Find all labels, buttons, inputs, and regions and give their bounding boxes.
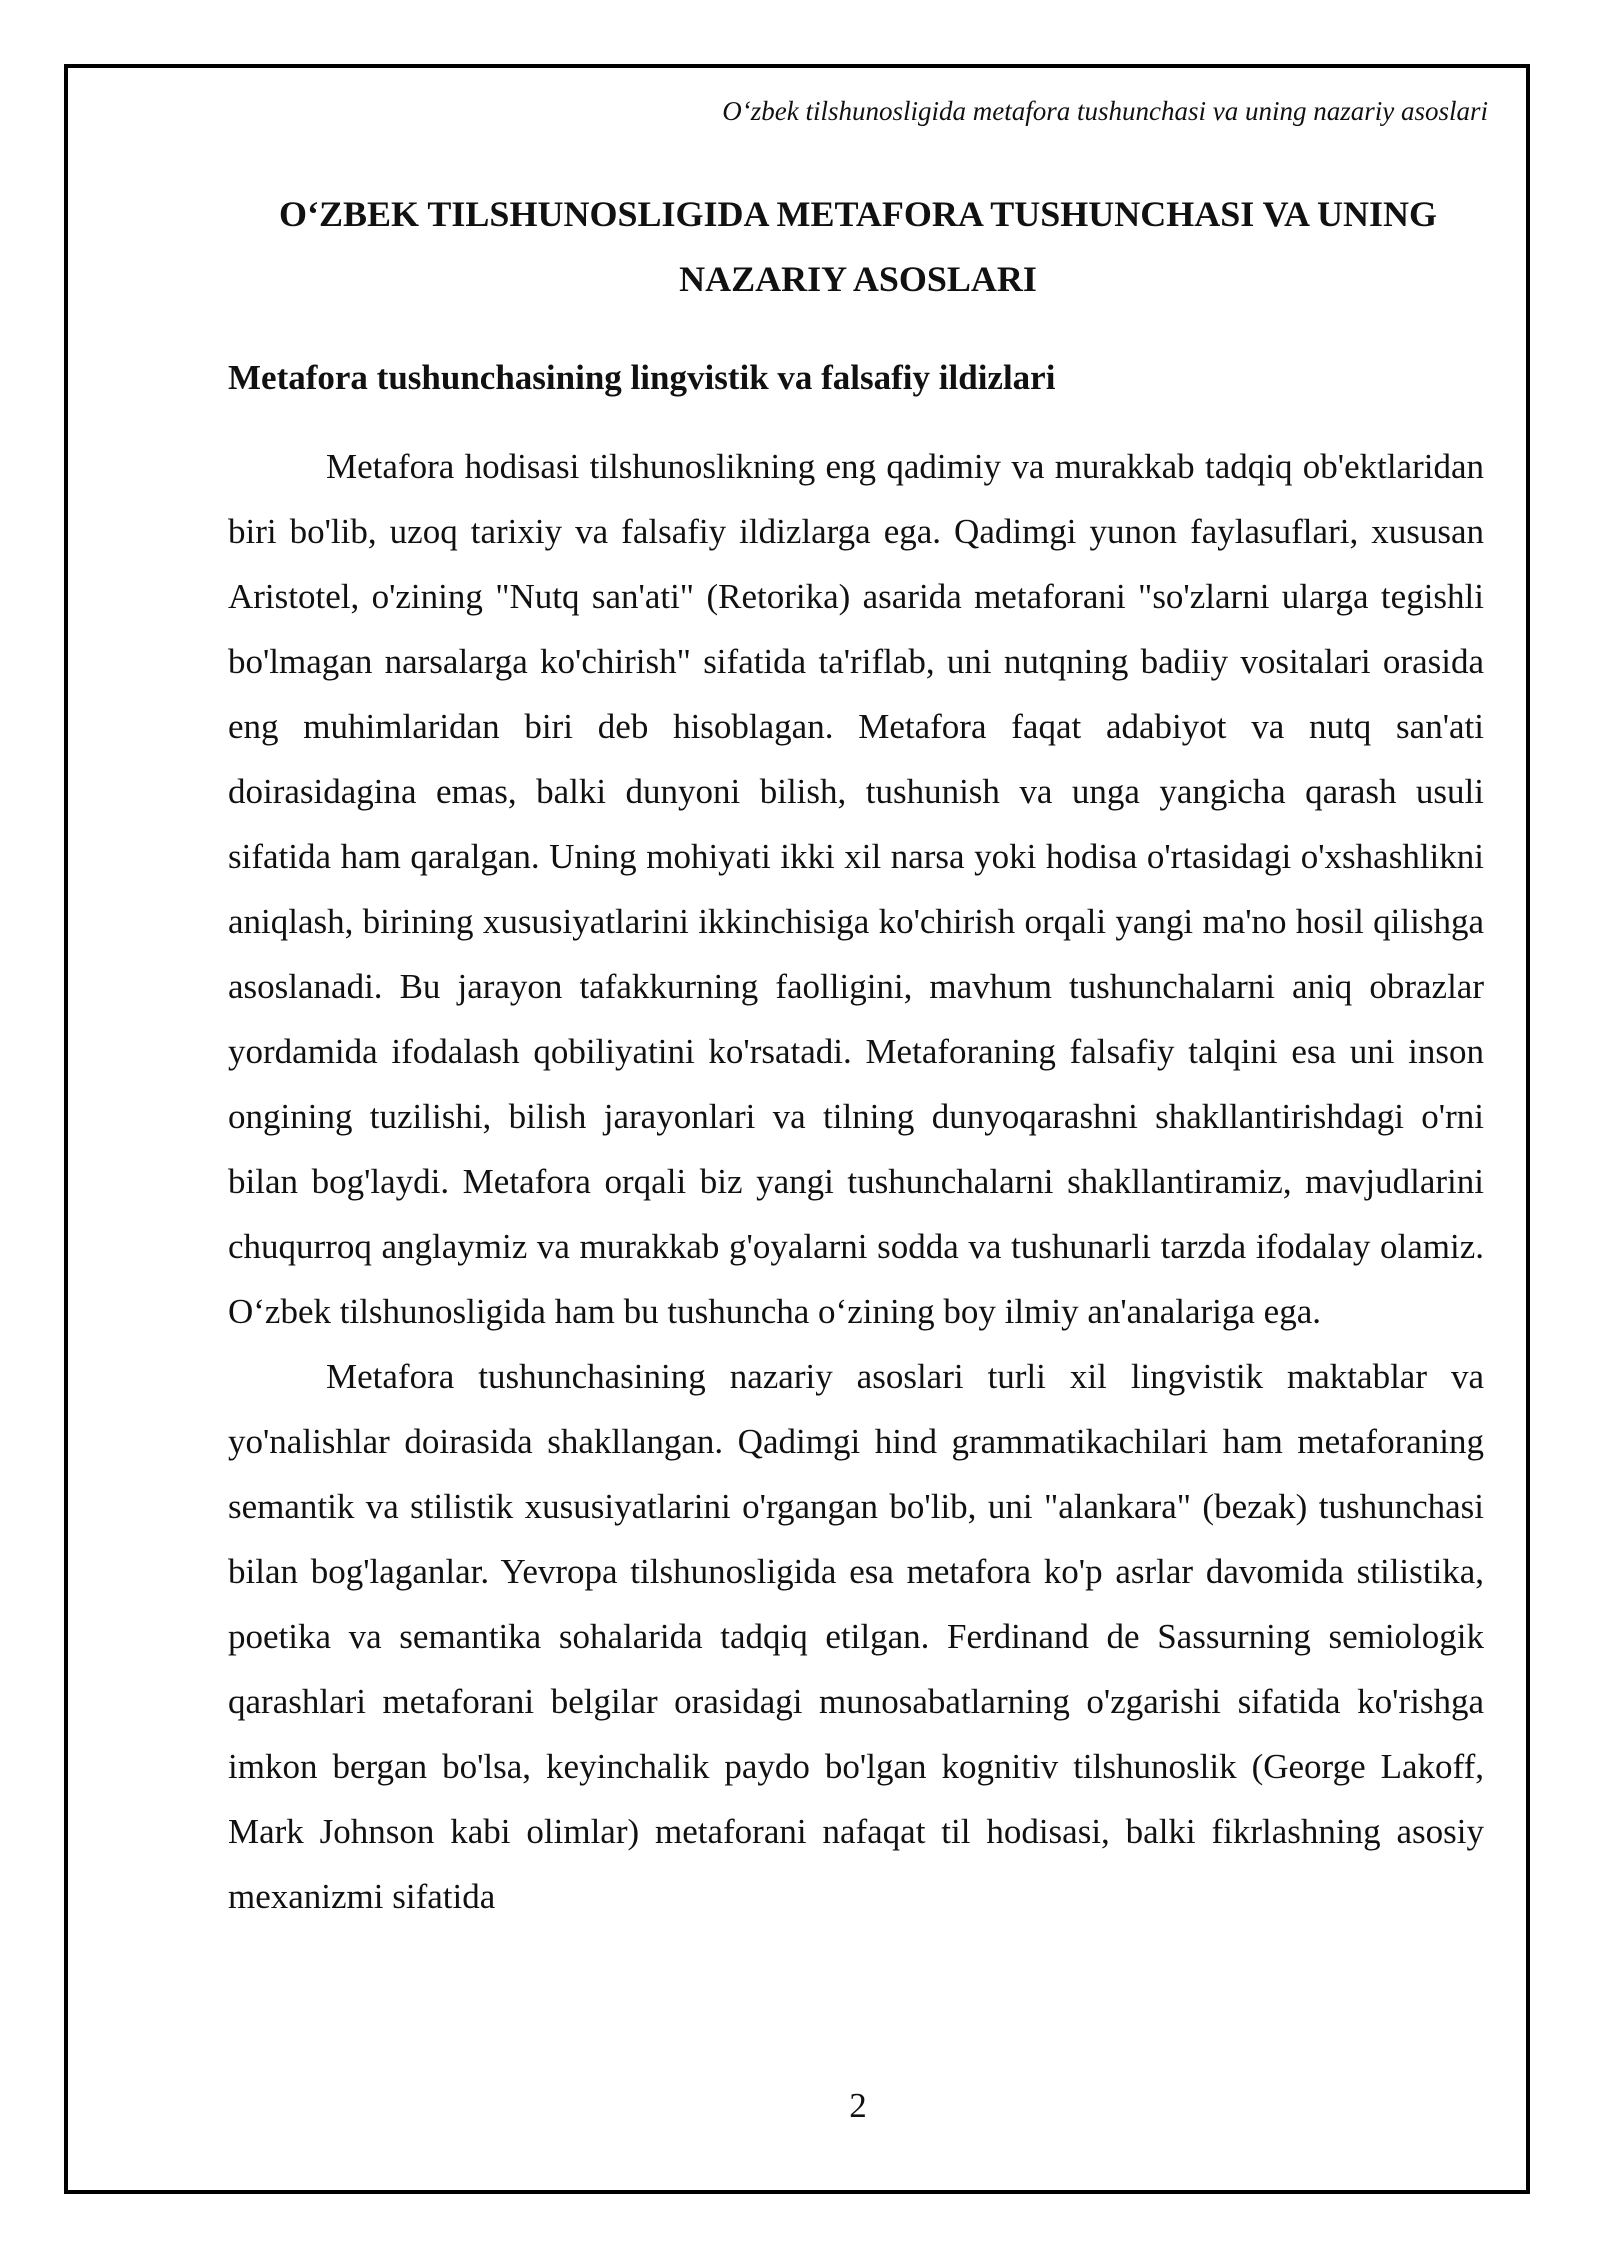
paragraph-1: Metafora hodisasi tilshunoslikning eng qadimiy va murakkab tadqiq ob'ektlaridan biri bo'lib, uzoq tarixiy va falsafiy ildizlarga ega. Qadimgi yunon faylasuflari, xususan Aristotel, o'zining "Nutq san'ati" (Retorika) asarida metaforani "so'zlarni ularga tegishli bo'lmagan narsalarga ko'chirish" sifatida ta'riflab, uni nutqning badiiy vositalari orasida eng muhimlaridan biri deb hisoblagan. Metafora faqat adabiyot va nutq san'ati doirasidagina emas, balki dunyoni bilish, tushunish va unga yangicha qarash usuli sifatida ham qaralgan. Uning mohiyati ikki xil narsa yoki hodisa o'rtasidagi o'xshashlikni aniqlash, birining xususiyatlarini ikkinchisiga ko'chirish orqali yangi ma'no hosil qilishga asoslanadi. Bu jarayon tafakkurning faolligini, mavhum tushunchalarni aniq obrazlar yordamida ifodalash qobiliyatini ko'rsatadi. Metaforaning falsafiy talqini esa uni inson ongining tuzilishi, bilish jarayonlari va tilning dunyoqarashni shakllantirishdagi o'rni bilan bog'laydi. Metafora orqali biz yangi tushunchalarni shakllantiramiz, mavjudlarini chuqurroq anglaymiz va murakkab g'oyalarni sodda va tushunarli tarzda ifodalay olamiz. O‘zbek tilshunosligida ham bu tushuncha o‘zining boy ilmiy an'analariga ega. bbox=[228, 447, 1484, 1331]
section-heading: Metafora tushunchasining lingvistik va falsafiy ildizlari bbox=[228, 358, 1056, 397]
body-text bbox=[228, 434, 1484, 1929]
document-title-line-2: NAZARIY ASOSLARI bbox=[679, 259, 1037, 299]
page-number: 2 bbox=[849, 2086, 867, 2125]
document-title bbox=[228, 182, 1488, 312]
document-title-line-1: O‘ZBEK TILSHUNOSLIGIDA METAFORA TUSHUNCHASI VA UNING bbox=[279, 194, 1437, 234]
running-header: O‘zbek tilshunosligida metafora tushunchasi va uning nazariy asoslari bbox=[722, 96, 1488, 126]
paragraph-2: Metafora tushunchasining nazariy asoslari turli xil lingvistik maktablar va yo'nalishlar doirasida shakllangan. Qadimgi hind grammatikachilari ham metaforaning semantik va stilistik xususiyatlarini o'rgangan bo'lib, uni "alankara" (bezak) tushunchasi bilan bog'laganlar. Yevropa tilshunosligida esa metafora ko'p asrlar davomida stilistika, poetika va semantika sohalarida tadqiq etilgan. Ferdinand de Sassurning semiologik qarashlari metaforani belgilar orasidagi munosabatlarning o'zgarishi sifatida ko'rishga imkon bergan bo'lsa, keyinchalik paydo bo'lgan kognitiv tilshunoslik (George Lakoff, Mark Johnson kabi olimlar) metaforani nafaqat til hodisasi, balki fikrlashning asosiy mexanizmi sifatida bbox=[228, 1357, 1484, 1916]
